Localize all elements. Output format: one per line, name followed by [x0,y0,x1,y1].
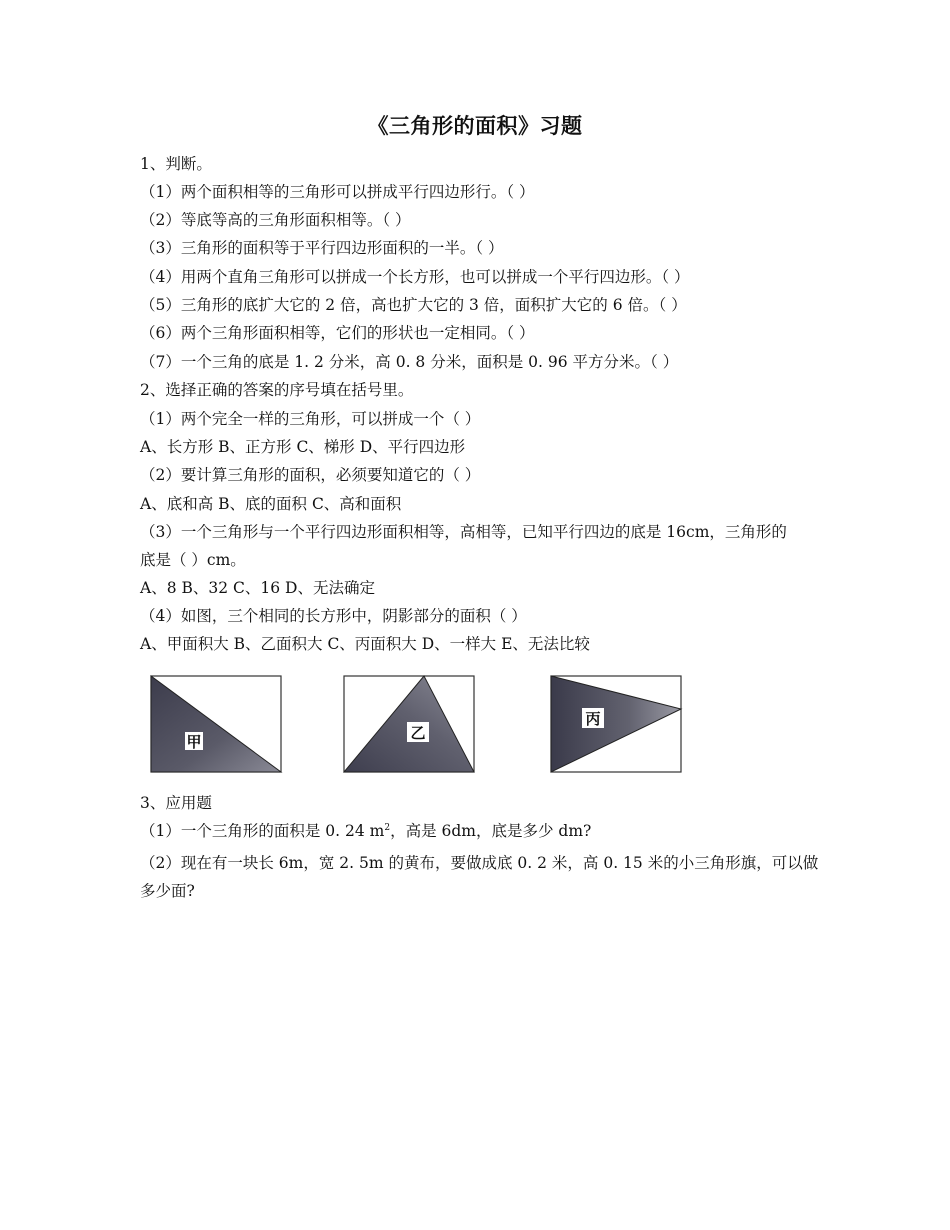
choice-q1: （1）两个完全一样的三角形，可以拼成一个（ ） [140,410,481,428]
figure-jia [151,676,281,772]
judge-item-4: （4）用两个直角三角形可以拼成一个长方形，也可以拼成一个平行四边形。（ ） [140,268,690,286]
label-bing: 丙 [585,710,601,728]
section2-heading: 2、选择正确的答案的序号填在括号里。 [140,381,414,399]
application-q1-superscript: 2 [384,822,391,833]
choice-q4-options: A、甲面积大 B、乙面积大 C、丙面积大 D、一样大 E、无法比较 [140,635,590,653]
section1-heading: 1、判断。 [140,155,212,173]
judge-item-1: （1）两个面积相等的三角形可以拼成平行四边形行。（ ） [140,183,535,201]
judge-item-2: （2）等底等高的三角形面积相等。（ ） [140,211,411,229]
judge-item-5: （5）三角形的底扩大它的 2 倍，高也扩大它的 3 倍，面积扩大它的 6 倍。（ ） [140,296,687,314]
label-jia: 甲 [186,733,202,751]
section3-heading: 3、应用题 [140,794,212,812]
application-q1-suffix: ，高是 6dm，底是多少 dm? [390,822,592,840]
rectangles-figure [0,670,950,780]
choice-q3-options: A、8 B、32 C、16 D、无法确定 [140,579,375,597]
page-title: 《三角形的面积》习题 [367,114,583,138]
application-q2-line2: 多少面? [140,882,195,900]
figure-yi [344,676,474,772]
label-yi: 乙 [410,724,426,742]
application-q1 [140,820,591,842]
choice-q3-line2: 底是（ ）cm。 [140,551,246,569]
figure-bing [551,676,681,772]
choice-q4: （4）如图，三个相同的长方形中，阴影部分的面积（ ） [140,607,527,625]
choice-q1-options: A、长方形 B、正方形 C、梯形 D、平行四边形 [140,438,466,456]
judge-item-3: （3）三角形的面积等于平行四边形面积的一半。（ ） [140,239,504,257]
choice-q2: （2）要计算三角形的面积，必须要知道它的（ ） [140,466,481,484]
judge-item-7: （7）一个三角的底是 1. 2 分米，高 0. 8 分米，面积是 0. 96 平方分米。（ ） [140,353,679,371]
application-q1-prefix: （1）一个三角形的面积是 0. 24 m [140,822,385,840]
choice-q2-options: A、底和高 B、底的面积 C、高和面积 [140,495,402,513]
application-q2-line1: （2）现在有一块长 6m，宽 2. 5m 的黄布，要做成底 0. 2 米，高 0. 15 米的小三角形旗，可以做 [140,854,819,872]
choice-q3-line1: （3）一个三角形与一个平行四边形面积相等，高相等，已知平行四边的底是 16cm，三角形的 [140,523,787,541]
judge-item-6: （6）两个三角形面积相等，它们的形状也一定相同。（ ） [140,324,535,342]
